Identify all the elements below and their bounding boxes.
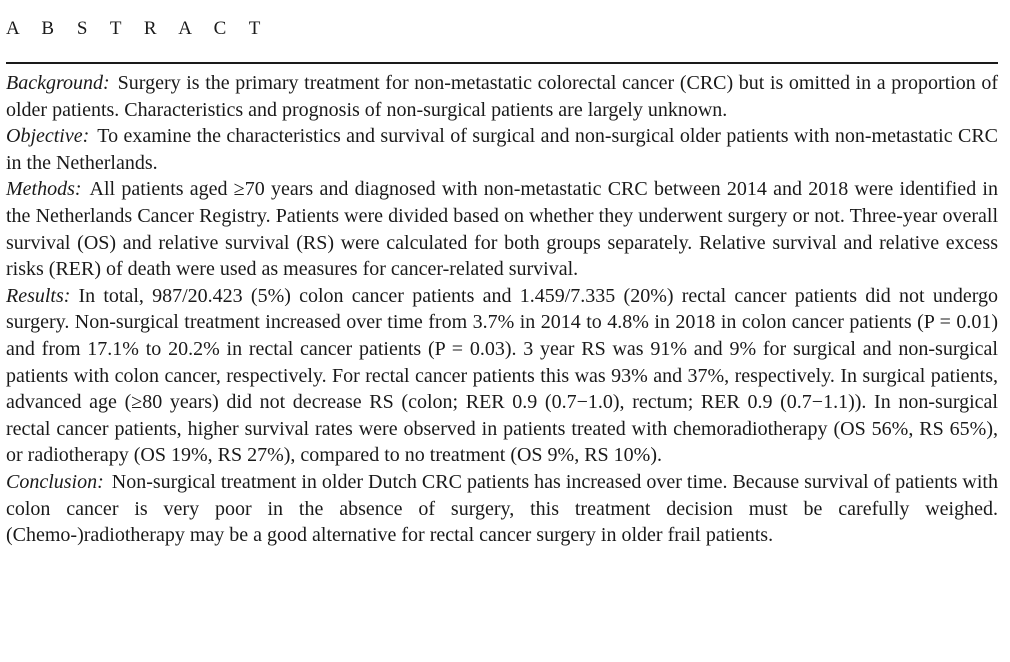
objective-text: To examine the characteristics and survival of surgical and non-surgical older patients with non-metastatic CRC in the Netherlands. — [6, 125, 998, 174]
background-label: Background: — [6, 72, 110, 94]
methods-label: Methods: — [6, 178, 82, 201]
abstract-body — [6, 70, 998, 549]
results-text: In total, 987/20.423 (5%) colon cancer patients and 1.459/7.335 (20%) rectal cancer patients did not undergo surgery. Non-surgical treatment increased over time from 3.7% in 2014 to 4.8% in 2018 in colon cancer patients (P = 0.01) and from 17.1% to 20.2% in rectal cancer patients (P = 0.03). 3 year RS was 91% and 9% for surgical and non-surgical patients with colon cancer, respectively. For rectal cancer patients this was 93% and 37%, respectively. In surgical patients, advanced age (≥80 years) did not decrease RS (colon; RER 0.9 (0.7−1.0), rectum; RER 0.9 (0.7−1.1)). In non-surgical rectal cancer patients, higher survival rates were observed in patients treated with chemoradiotherapy (OS 56%, RS 65%), or radiotherapy (OS 19%, RS 27%), compared to no treatment (OS 9%, RS 10%). — [6, 284, 998, 467]
objective-section — [6, 123, 998, 176]
abstract-heading: A B S T R A C T — [6, 18, 270, 39]
conclusion-section — [6, 469, 998, 549]
conclusion-text: Non-surgical treatment in older Dutch CRC patients has increased over time. Because survival of patients with colon cancer is very poor in the absence of surgery, this treatment decision must be carefully weighed. (Chemo-)radiotherapy may be a good alternative for rectal cancer surgery in older frail patients. — [6, 470, 998, 547]
objective-label: Objective: — [6, 125, 90, 148]
methods-text: All patients aged ≥70 years and diagnosed with non-metastatic CRC between 2014 and 2018 were identified in the Netherlands Cancer Registry. Patients were divided based on whether they underwent surgery or not. Three-year overall survival (OS) and relative survival (RS) were calculated for both groups separately. Relative survival and relative excess risks (RER) of death were used as measures for cancer-related survival. — [6, 178, 998, 281]
results-label: Results: — [6, 284, 71, 307]
heading-divider — [6, 62, 998, 64]
methods-section — [6, 176, 998, 282]
background-section — [6, 70, 998, 123]
results-section — [6, 283, 998, 469]
background-text: Surgery is the primary treatment for non-metastatic colorectal cancer (CRC) but is omitted in a proportion of older patients. Characteristics and prognosis of non-surgical patients are largely unknown. — [6, 72, 998, 121]
conclusion-label: Conclusion: — [6, 470, 104, 493]
